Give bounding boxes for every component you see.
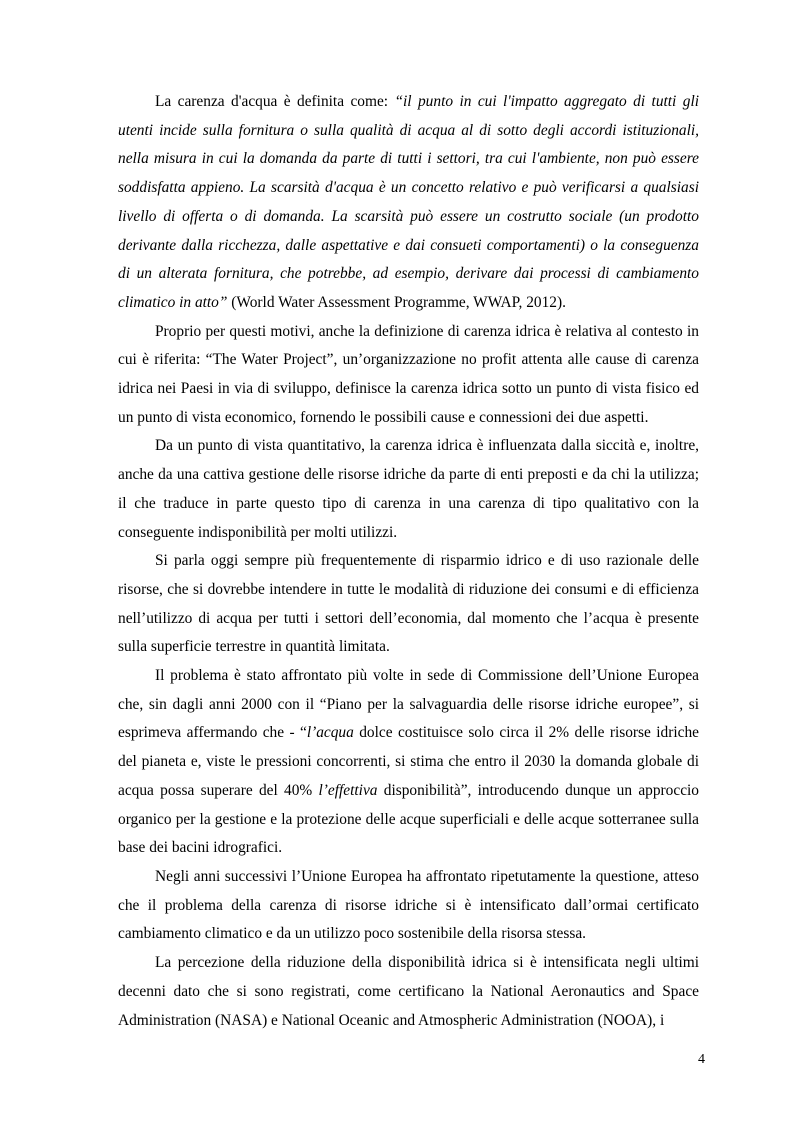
paragraph-6: Negli anni successivi l’Unione Europea ha affrontato ripetutamente la questione, atteso che il problema della carenza di risorse idriche si è intensificato dall’ormai certificato cambiamento climatico e da un utilizzo poco sostenibile della risorsa stessa. <box>118 867 699 943</box>
paragraph-1-quote: “il punto in cui l'impatto aggregato di tutti gli utenti incide sulla fornitura o sulla qualità di acqua al di sotto degli accordi istituzionali, nella misura in cui la domanda da parte di tutti i settori, tra cui l'ambiente, non può essere soddisfatta appieno. La scarsità d'acqua è un concetto relativo e può verificarsi a qualsiasi livello di offerta o di domanda. La scarsità può essere un costrutto sociale (un prodotto derivante dalla ricchezza, dalle aspettative e dai consueti comportamenti) o la conseguenza di un alterata fornitura, che potrebbe, ad esempio, derivare dai processi di cambiamento climatico in atto” <box>118 93 699 311</box>
paragraph-2: Proprio per questi motivi, anche la definizione di carenza idrica è relativa al contesto in cui è riferita: “The Water Project”, un’organizzazione no profit attenta alle cause di carenza idrica nei Paesi in via di sviluppo, definisce la carenza idrica sotto un punto di vista fisico ed un punto di vista economico, fornendo le possibili cause e connessioni dei due aspetti. <box>118 322 699 426</box>
paragraph-1-citation: (World Water Assessment Programme, WWAP, 2012). <box>227 293 566 311</box>
paragraph-4: Si parla oggi sempre più frequentemente di risparmio idrico e di uso razionale delle risorse, che si dovrebbe intendere in tutte le modalità di riduzione dei consumi e di efficienza nell’utilizzo di acqua per tutti i settori dell’economia, dal momento che l’acqua è presente sulla superficie terrestre in quantità limitata. <box>118 552 699 656</box>
paragraph-5-emphasis-2: l’effettiva <box>318 781 378 799</box>
page-number: 4 <box>698 1052 705 1067</box>
document-body <box>118 88 699 1035</box>
paragraph-1-intro: La carenza d'acqua è definita come: <box>155 93 395 110</box>
paragraph-5-middle: dolce costituisce solo circa il 2% delle risorse idriche del pianeta e, viste le pressioni concorrenti, si stima che entro il 2030 la domanda globale di acqua possa superare del 40% <box>118 724 699 799</box>
paragraph-1 <box>118 88 699 318</box>
paragraph-5-end: disponibilità”, introducendo dunque un approccio organico per la gestione e la protezione delle acque superficiali e delle acque sotterranee sulla base dei bacini idrografici. <box>118 781 699 857</box>
paragraph-3: Da un punto di vista quantitativo, la carenza idrica è influenzata dalla siccità e, inoltre, anche da una cattiva gestione delle risorse idriche da parte di enti preposti e da chi la utilizza; il che traduce in parte questo tipo di carenza in una carenza di tipo qualitativo con la conseguente indisponibilità per molti utilizzi. <box>118 437 699 541</box>
paragraph-7: La percezione della riduzione della disponibilità idrica si è intensificata negli ultimi decenni dato che si sono registrati, come certificano la National Aeronautics and Space Administration (NASA) e National Oceanic and Atmospheric Administration (NOOA), i <box>118 954 699 1029</box>
paragraph-5 <box>118 662 699 863</box>
paragraph-5-emphasis-1: l’acqua <box>306 724 354 742</box>
paragraph-5-intro: Il problema è stato affrontato più volte in sede di Commissione dell’Unione Europea che, sin dagli anni 2000 con il “Piano per la salvaguardia delle risorse idriche europee”, si esprimeva affermando che - “ <box>118 667 699 742</box>
